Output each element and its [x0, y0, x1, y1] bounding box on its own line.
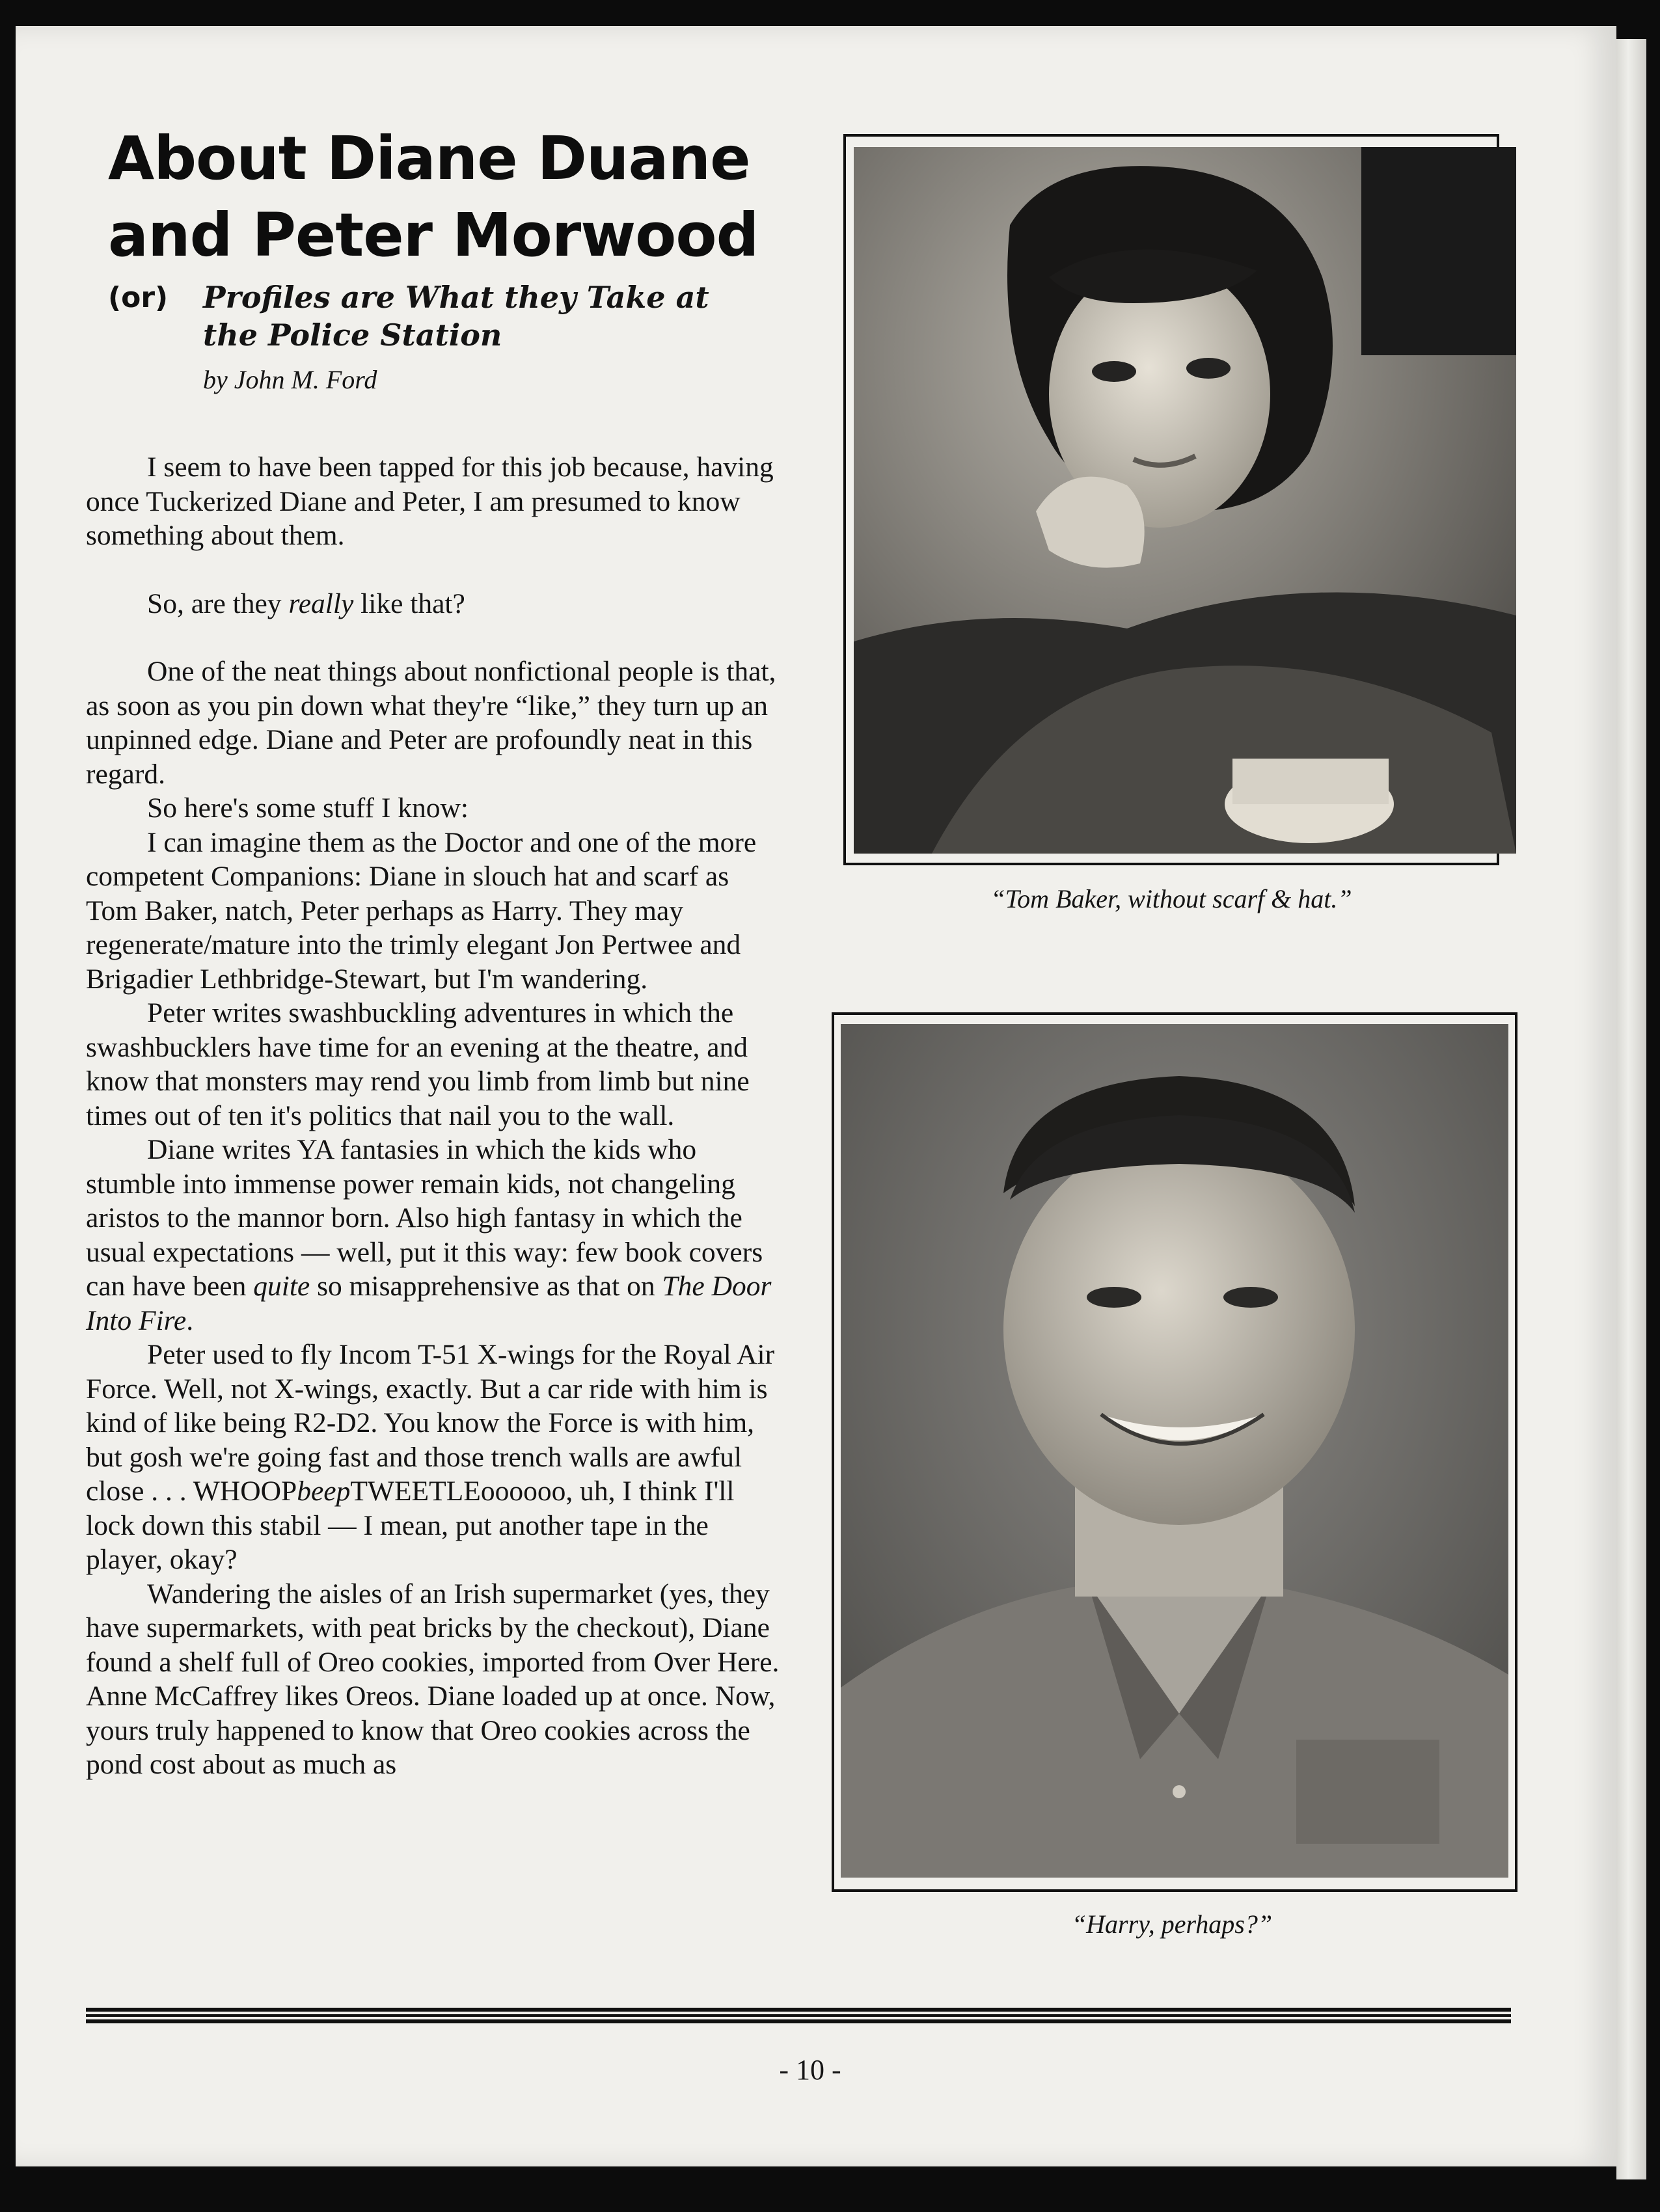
paragraph-5: I can imagine them as the Doctor and one of the more competent Companions: Diane in slouch hat and scarf as Tom Baker, natch, Peter perhaps as Harry. They may regenerate/mature into the trimly elegant Jon Pertwee and Brigadier Lethbridge-Stewart, but I'm wandering. [86, 826, 757, 995]
diane-caption: “Tom Baker, without scarf & hat.” [990, 884, 1352, 913]
subtitle-line-1: Profiles are What they Take at [203, 280, 709, 315]
article-title [108, 120, 804, 274]
footer-rule-middle [86, 2014, 1511, 2017]
paragraph-1: I seem to have been tapped for this job because, having once Tuckerized Diane and Peter, I am presumed to know something about them. [86, 452, 774, 551]
p7-text: Diane writes YA fantasies in which the kids who stumble into immense power remain kids, not changeling aristos to the mannor born. Also high fantasy in which the usual expectations — well, put it this way: few book covers can have been [86, 1134, 763, 1302]
paragraph-7 [86, 1133, 782, 1338]
p2-text-end: like that? [353, 587, 465, 619]
p7-emphasis: quite [253, 1271, 310, 1302]
diane-portrait-image [854, 147, 1516, 854]
p7-text-end: . [186, 1304, 194, 1336]
p8-text-end: TWEETLEoooooo, uh, I think I'll lock down this stabil — I mean, put another tape in the player, okay? [86, 1476, 735, 1575]
paragraph-6: Peter writes swashbuckling adventures in which the swashbucklers have time for an evening at the theatre, and know that monsters may rend you limb from limb but nine times out of ten it's politics that nail you to the wall. [86, 997, 750, 1131]
p7-text-mid: so misapprehensive as that on [310, 1271, 662, 1302]
page-edge [1616, 39, 1646, 2179]
footer-rule-top [86, 2008, 1511, 2012]
paragraph-3: One of the neat things about nonfictional people is that, as soon as you pin down what they're “like,” they turn up an unpinned edge. Diane and Peter are profoundly neat in this regard. [86, 656, 776, 790]
subtitle-line-2: the Police Station [203, 317, 502, 353]
paragraph-8 [86, 1338, 782, 1577]
footer-rule-bottom [86, 2019, 1511, 2023]
paragraph-9: Wandering the aisles of an Irish supermarket (yes, they have supermarkets, with peat bricks by the checkout), Diane found a shelf full of Oreo cookies, imported from Over Here. Anne McCaffrey likes Oreos. Diane loaded up at once. Now, yours truly happened to know that Oreo cookies across the pond cost about as much as [86, 1578, 780, 1780]
article-body [86, 450, 782, 1782]
paragraph-2 [86, 587, 782, 621]
title-line-1: About Diane Duane [108, 124, 750, 193]
p7-book-title: The Door Into Fire [86, 1271, 772, 1336]
peter-photo [841, 1024, 1508, 1878]
title-line-2: and Peter Morwood [108, 200, 759, 270]
peter-caption: “Harry, perhaps?” [1071, 1909, 1273, 1939]
p8-emphasis: beep [297, 1476, 351, 1507]
diane-photo [854, 147, 1516, 854]
p8-text: Peter used to fly Incom T-51 X-wings for the Royal Air Force. Well, not X-wings, exactly. But a car ride with him is kind of like being R2-D2. You know the Force is with him, but gosh we're going fast and those trench walls are awful close . . . WHOOP [86, 1339, 775, 1507]
paragraph-4: So here's some stuff I know: [147, 792, 469, 824]
p2-emphasis: really [288, 587, 354, 619]
p2-text: So, are they [147, 587, 289, 619]
peter-portrait-image [841, 1024, 1508, 1878]
or-label: (or) [108, 281, 169, 314]
article-subtitle [203, 278, 789, 354]
byline: by John M. Ford [203, 365, 377, 394]
page-number: - 10 - [779, 2054, 841, 2086]
